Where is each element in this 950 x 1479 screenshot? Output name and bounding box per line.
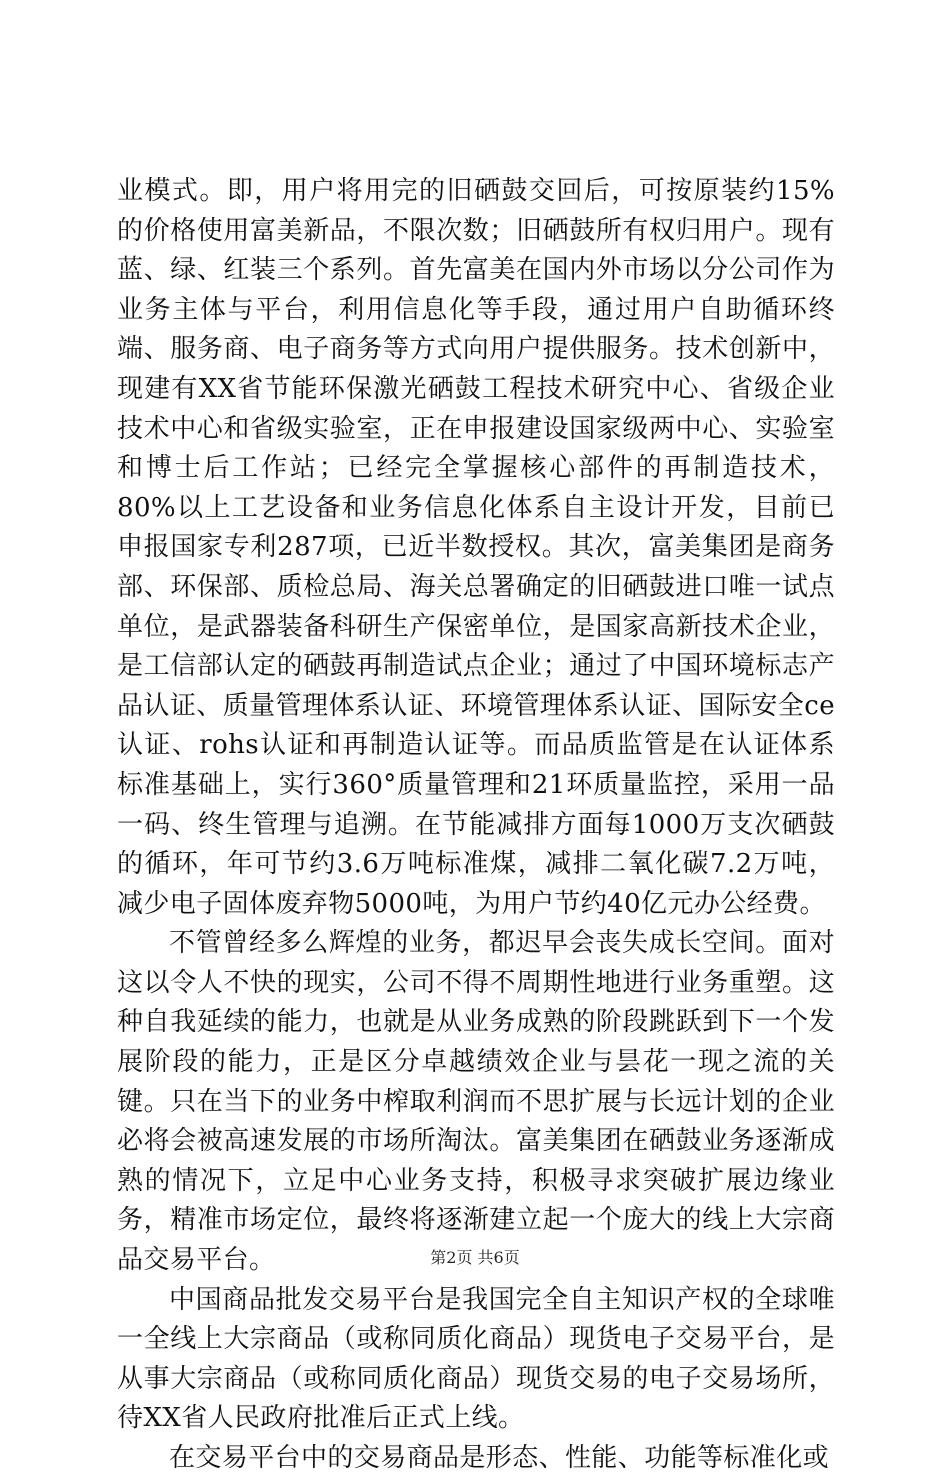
paragraph-3: 中国商品批发交易平台是我国完全自主知识产权的全球唯一全线上大宗商品（或称同质化商品）现货电子交易平台，是从事大宗商品（或称同质化商品）现货交易的电子交易场所，待XX省人民政府批准后正式上线。 — [117, 1284, 835, 1434]
paragraph-1: 业模式。即，用户将用完的旧硒鼓交回后，可按原装约15%的价格使用富美新品，不限次数；旧硒鼓所有权归用户。现有蓝、绿、红装三个系列。首先富美在国内外市场以分公司作为业务主体与平台，利用信息化等手段，通过用户自助循环终端、服务商、电子商务等方式向用户提供服务。技术创新中，现建有XX省节能环保激光硒鼓工程技术研究中心、省级企业技术中心和省级实验室，正在申报建设国家级两中心、实验室和博士后工作站；已经完全掌握核心部件的再制造技术，80%以上工艺设备和业务信息化体系自主设计开发，目前已申报国家专利287项，已近半数授权。其次，富美集团是商务部、环保部、质检总局、海关总署确定的旧硒鼓进口唯一试点单位，是武器装备科研生产保密单位，是国家高新技术企业，是工信部认定的硒鼓再制造试点企业；通过了中国环境标志产品认证、质量管理体系认证、环境管理体系认证、国际安全ce认证、rohs认证和再制造认证等。而品质监管是在认证体系标准基础上，实行360°质量管理和21环质量监控，采用一品一码、终生管理与追溯。在节能减排方面每1000万支次硒鼓的循环，年可节约3.6万吨标准煤，减排二氧化碳7.2万吨，减少电子固体废弃物5000吨，为用户节约40亿元办公经费。 — [117, 176, 835, 919]
page-number-label: 第2页 共6页 — [430, 1248, 520, 1267]
paragraph-4: 在交易平台中的交易商品是形态、性能、功能等标准化或 — [169, 1443, 830, 1473]
paragraph-2: 不管曾经多么辉煌的业务，都迟早会丧失成长空间。面对这以令人不快的现实，公司不得不周期性地进行业务重塑。这种自我延续的能力，也就是从业务成熟的阶段跳跃到下一个发展阶段的能力，正是区分卓越绩效企业与昙花一现之流的关键。只在当下的业务中榨取利润而不思扩展与长远计划的企业必将会被高速发展的市场所淘汰。富美集团在硒鼓业务逐渐成熟的情况下，立足中心业务支持，积极寻求突破扩展边缘业务，精准市场定位，最终将逐渐建立起一个庞大的线上大宗商品交易平台。 — [117, 928, 835, 1276]
body-text — [117, 172, 835, 1479]
page-footer — [0, 1248, 950, 1268]
